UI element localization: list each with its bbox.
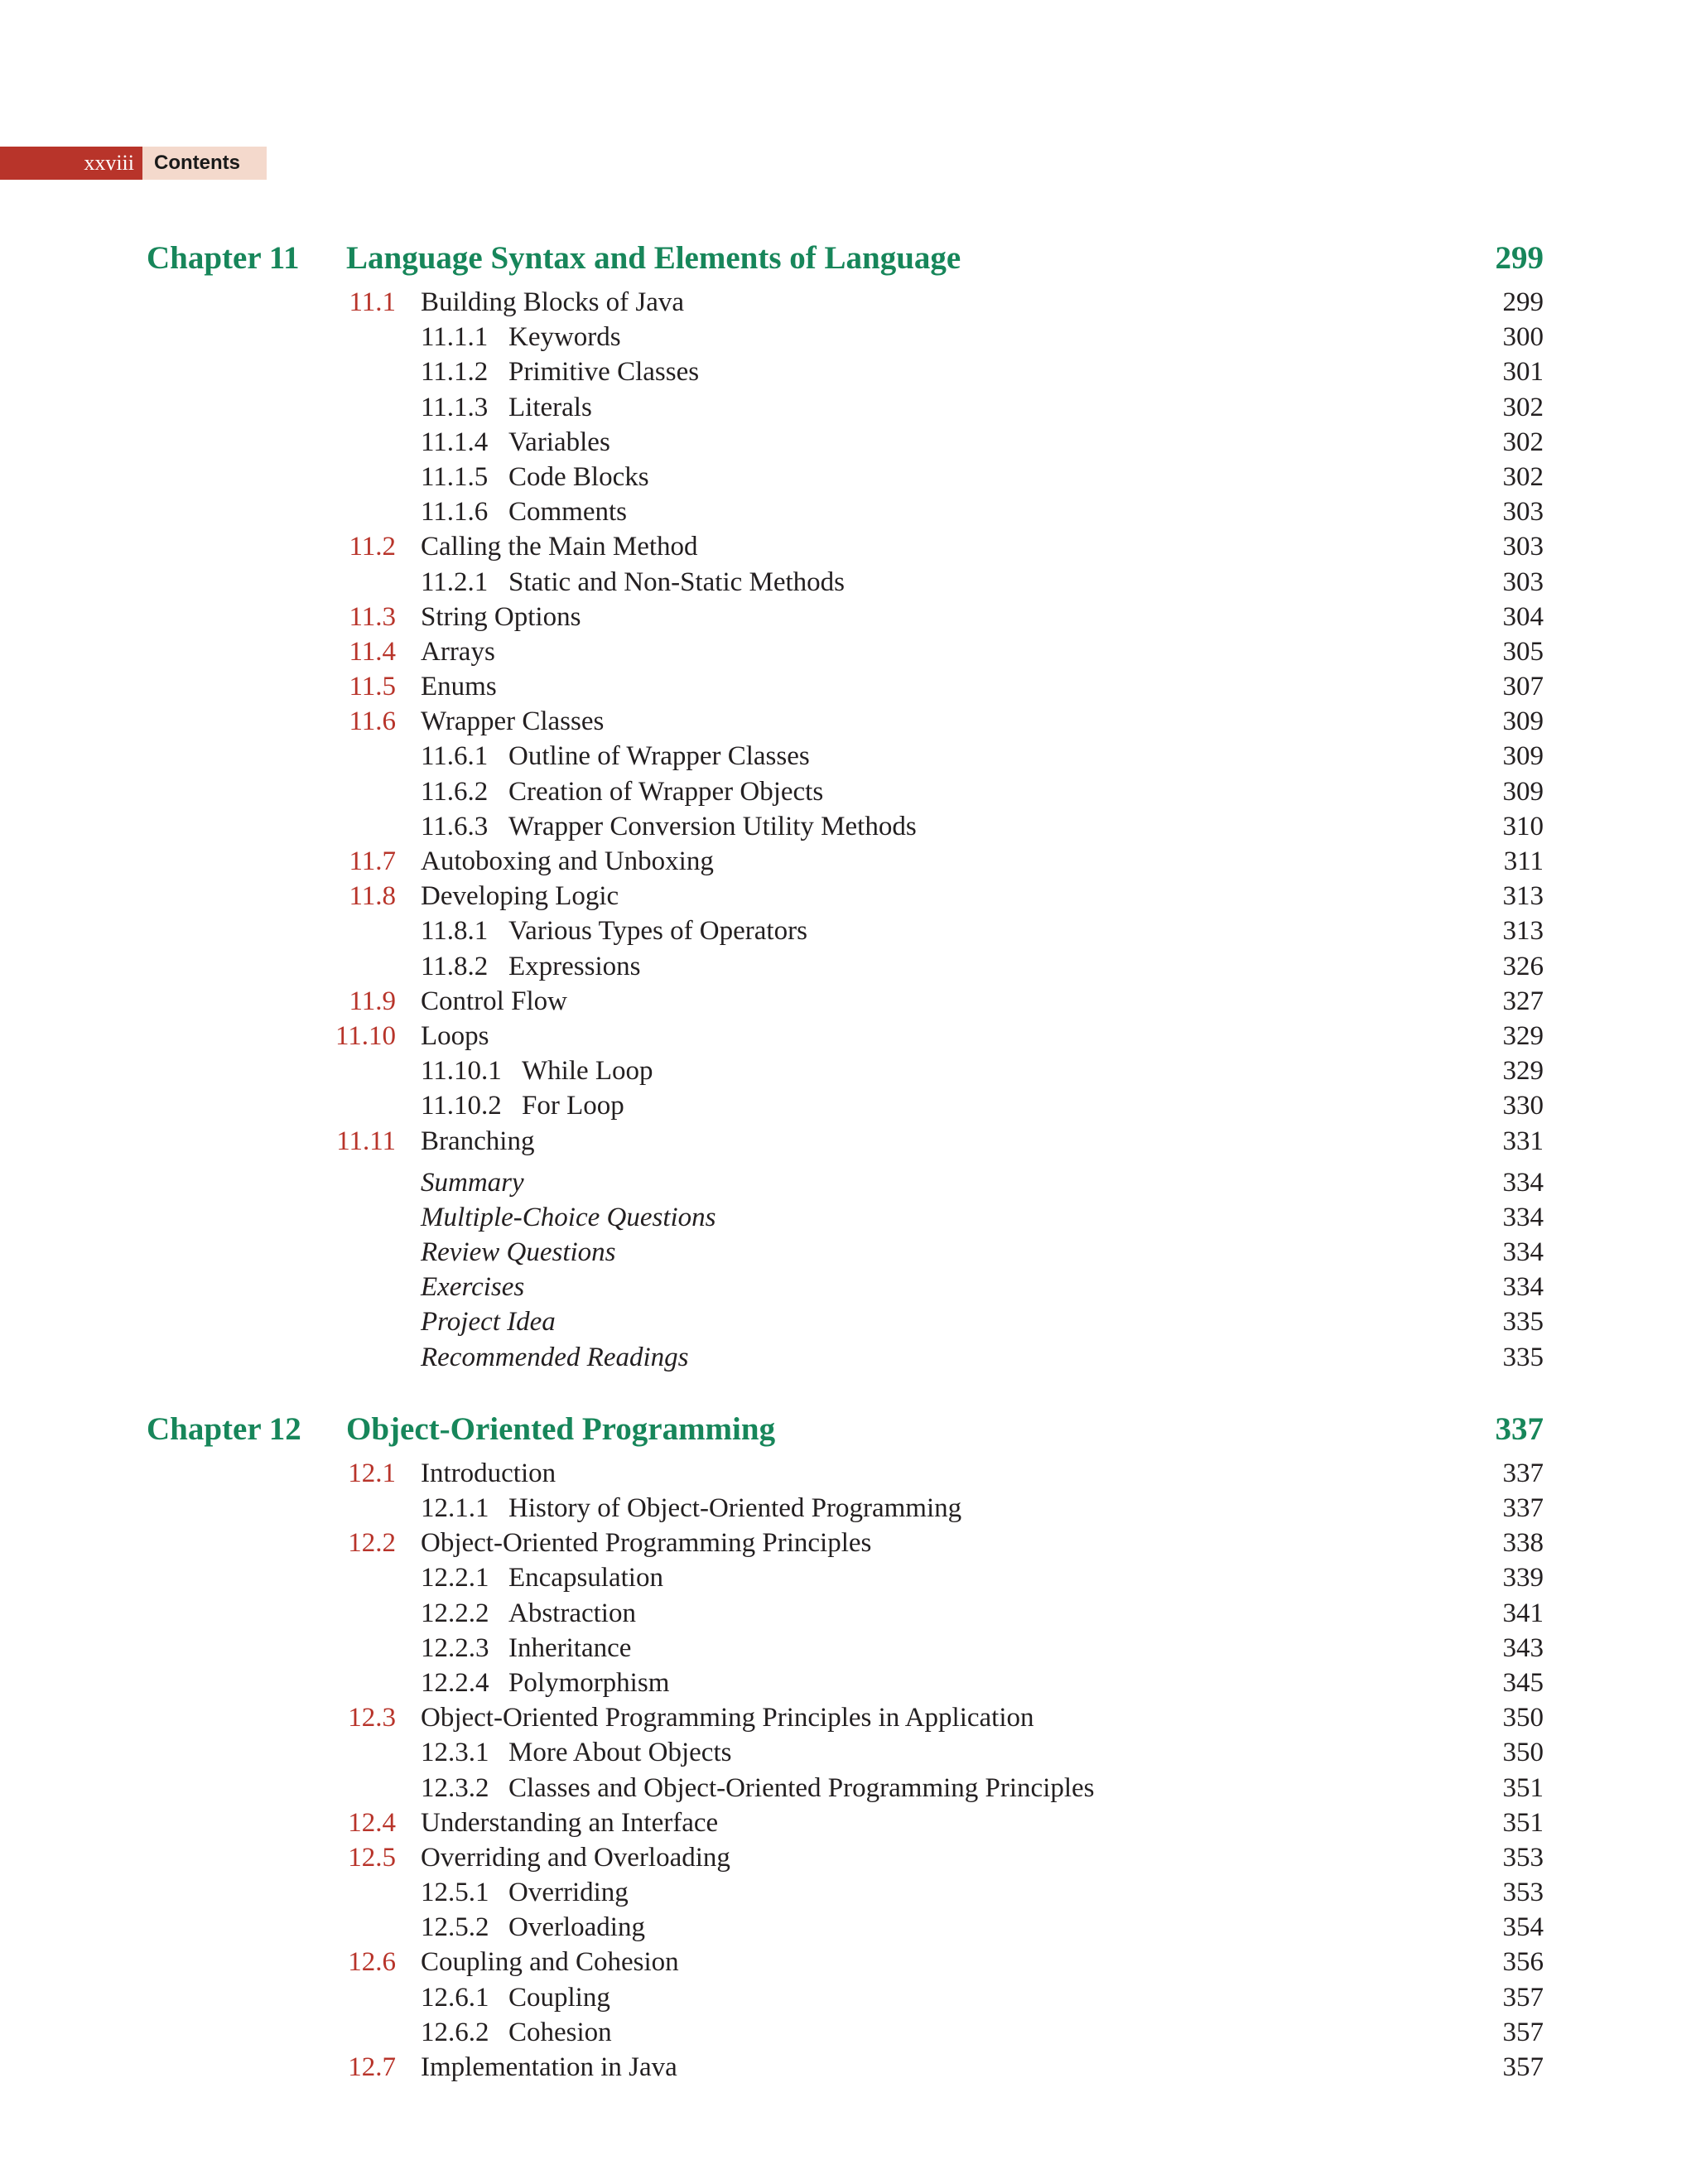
toc-section-entry[interactable] xyxy=(0,1125,1696,1159)
toc-subsection-entry[interactable] xyxy=(0,775,1696,810)
spacer xyxy=(0,1159,1696,1166)
section-title: Object-Oriented Programming Principles xyxy=(421,1528,872,1559)
section-title: Coupling and Cohesion xyxy=(421,1947,679,1978)
subsection-page-number: 301 xyxy=(1502,357,1544,388)
toc-subsection-entry[interactable] xyxy=(0,1561,1696,1596)
subsection-page-number: 313 xyxy=(1502,916,1544,947)
section-title: Control Flow xyxy=(421,986,567,1016)
section-title: Arrays xyxy=(421,636,495,667)
subsection-number: 12.5.1 xyxy=(421,1878,489,1908)
subsection-number: 12.2.3 xyxy=(421,1632,489,1663)
toc-end-matter-entry[interactable] xyxy=(0,1341,1696,1376)
toc-subsection-entry[interactable] xyxy=(0,391,1696,426)
end-matter-title: Recommended Readings xyxy=(421,1342,689,1372)
subsection-title: Coupling xyxy=(508,1982,610,2013)
toc-subsection-entry[interactable] xyxy=(0,426,1696,460)
subsection-page-number: 330 xyxy=(1502,1091,1544,1121)
section-title: Implementation in Java xyxy=(421,2052,677,2082)
section-number: 11.9 xyxy=(349,986,396,1016)
subsection-number: 12.2.4 xyxy=(421,1667,489,1698)
section-page-number: 313 xyxy=(1502,881,1544,912)
chapter-block xyxy=(0,234,1696,1376)
end-matter-title: Exercises xyxy=(421,1272,525,1303)
section-number: 12.6 xyxy=(348,1947,396,1978)
section-title: Understanding an Interface xyxy=(421,1807,719,1838)
toc-subsection-entry[interactable] xyxy=(0,914,1696,949)
toc-section-entry[interactable] xyxy=(0,1806,1696,1841)
toc-subsection-entry[interactable] xyxy=(0,321,1696,355)
toc-end-matter-entry[interactable] xyxy=(0,1201,1696,1236)
section-title: Branching xyxy=(421,1126,535,1156)
end-matter-page-number: 335 xyxy=(1502,1307,1544,1338)
toc-subsection-entry[interactable] xyxy=(0,566,1696,600)
end-matter-title: Review Questions xyxy=(421,1237,616,1268)
toc-section-entry[interactable] xyxy=(0,1841,1696,1876)
subsection-page-number: 329 xyxy=(1502,1056,1544,1087)
subsection-title: Classes and Object-Oriented Programming Principles xyxy=(508,1772,1095,1803)
toc-subsection-entry[interactable] xyxy=(0,2016,1696,2051)
section-page-number: 356 xyxy=(1502,1947,1544,1978)
toc-subsection-entry[interactable] xyxy=(0,1089,1696,1124)
section-title: Wrapper Classes xyxy=(421,706,605,737)
subsection-number: 12.3.2 xyxy=(421,1772,489,1803)
toc-section-entry[interactable] xyxy=(0,705,1696,740)
end-matter-page-number: 335 xyxy=(1502,1342,1544,1372)
subsection-page-number: 357 xyxy=(1502,2017,1544,2047)
subsection-number: 12.5.2 xyxy=(421,1912,489,1943)
section-number: 11.1 xyxy=(349,287,396,317)
subsection-page-number: 302 xyxy=(1502,392,1544,422)
subsection-number: 11.1.3 xyxy=(421,392,489,422)
toc-subsection-entry[interactable] xyxy=(0,1981,1696,2016)
toc-section-entry[interactable] xyxy=(0,635,1696,670)
subsection-page-number: 310 xyxy=(1502,811,1544,841)
toc-section-entry[interactable] xyxy=(0,670,1696,705)
toc-section-entry[interactable] xyxy=(0,1945,1696,1980)
toc-section-entry[interactable] xyxy=(0,880,1696,914)
subsection-title: Comments xyxy=(508,497,628,528)
toc-section-entry[interactable] xyxy=(0,1457,1696,1492)
subsection-number: 12.2.2 xyxy=(421,1598,489,1628)
section-page-number: 327 xyxy=(1502,986,1544,1016)
end-matter-page-number: 334 xyxy=(1502,1167,1544,1198)
toc-end-matter-entry[interactable] xyxy=(0,1236,1696,1270)
section-page-number: 331 xyxy=(1502,1126,1544,1156)
section-number: 11.7 xyxy=(349,846,396,876)
subsection-title: Various Types of Operators xyxy=(508,916,807,947)
running-header xyxy=(0,147,267,180)
subsection-number: 11.10.2 xyxy=(421,1091,502,1121)
subsection-number: 11.6.1 xyxy=(421,741,489,772)
section-title: Calling the Main Method xyxy=(421,532,698,562)
chapter-page-number: 299 xyxy=(1495,240,1544,276)
subsection-title: Expressions xyxy=(508,951,641,981)
subsection-title: Static and Non-Static Methods xyxy=(508,566,846,597)
subsection-title: Encapsulation xyxy=(508,1563,663,1593)
toc-section-entry[interactable] xyxy=(0,600,1696,635)
section-page-number: 353 xyxy=(1502,1842,1544,1873)
section-number: 11.11 xyxy=(336,1126,396,1156)
toc-subsection-entry[interactable] xyxy=(0,740,1696,774)
subsection-title: Literals xyxy=(508,392,592,422)
section-page-number: 304 xyxy=(1502,601,1544,632)
section-title: Developing Logic xyxy=(421,881,619,912)
toc-subsection-entry[interactable] xyxy=(0,1054,1696,1089)
toc-section-entry[interactable] xyxy=(0,985,1696,1020)
toc-subsection-entry[interactable] xyxy=(0,460,1696,495)
section-number: 11.8 xyxy=(349,881,396,912)
chapter-title: Object-Oriented Programming xyxy=(346,1410,776,1447)
section-page-number: 351 xyxy=(1502,1807,1544,1838)
toc-end-matter-entry[interactable] xyxy=(0,1166,1696,1201)
section-page-number: 357 xyxy=(1502,2052,1544,2082)
subsection-number: 11.1.2 xyxy=(421,357,489,388)
end-matter-title: Summary xyxy=(421,1167,524,1198)
section-page-number: 311 xyxy=(1503,846,1544,876)
subsection-title: Code Blocks xyxy=(508,461,649,492)
subsection-title: Polymorphism xyxy=(508,1667,670,1698)
end-matter-title: Project Idea xyxy=(421,1307,556,1338)
chapter-title: Language Syntax and Elements of Language xyxy=(346,240,961,276)
subsection-page-number: 303 xyxy=(1502,566,1544,597)
subsection-title: For Loop xyxy=(522,1091,624,1121)
section-page-number: 337 xyxy=(1502,1458,1544,1488)
subsection-page-number: 303 xyxy=(1502,497,1544,528)
subsection-number: 11.1.6 xyxy=(421,497,489,528)
subsection-page-number: 350 xyxy=(1502,1738,1544,1768)
subsection-page-number: 357 xyxy=(1502,1982,1544,2013)
subsection-number: 11.6.3 xyxy=(421,811,489,841)
subsection-title: Overloading xyxy=(508,1912,645,1943)
section-page-number: 299 xyxy=(1502,287,1544,317)
subsection-number: 11.10.1 xyxy=(421,1056,502,1087)
subsection-page-number: 337 xyxy=(1502,1493,1544,1523)
running-header-label: Contents xyxy=(142,147,267,180)
subsection-title: More About Objects xyxy=(508,1738,732,1768)
subsection-page-number: 300 xyxy=(1502,322,1544,353)
toc-subsection-entry[interactable] xyxy=(0,810,1696,845)
subsection-page-number: 351 xyxy=(1502,1772,1544,1803)
section-page-number: 307 xyxy=(1502,672,1544,702)
subsection-page-number: 354 xyxy=(1502,1912,1544,1943)
toc-section-entry[interactable] xyxy=(0,1020,1696,1054)
toc-section-entry[interactable] xyxy=(0,1701,1696,1736)
section-page-number: 305 xyxy=(1502,636,1544,667)
toc-section-entry[interactable] xyxy=(0,2051,1696,2085)
subsection-number: 12.6.1 xyxy=(421,1982,489,2013)
subsection-page-number: 309 xyxy=(1502,776,1544,807)
chapter-heading[interactable] xyxy=(0,1405,1696,1457)
subsection-number: 11.1.4 xyxy=(421,427,489,457)
subsection-title: Keywords xyxy=(508,322,621,353)
section-number: 11.3 xyxy=(349,601,396,632)
subsection-title: Cohesion xyxy=(508,2017,612,2047)
section-page-number: 303 xyxy=(1502,532,1544,562)
toc-section-entry[interactable] xyxy=(0,286,1696,321)
subsection-page-number: 326 xyxy=(1502,951,1544,981)
section-page-number: 309 xyxy=(1502,706,1544,737)
subsection-page-number: 339 xyxy=(1502,1563,1544,1593)
end-matter-page-number: 334 xyxy=(1502,1237,1544,1268)
subsection-page-number: 309 xyxy=(1502,741,1544,772)
subsection-title: Abstraction xyxy=(508,1598,636,1628)
section-title: Enums xyxy=(421,672,497,702)
section-page-number: 338 xyxy=(1502,1528,1544,1559)
subsection-title: Overriding xyxy=(508,1878,629,1908)
subsection-page-number: 343 xyxy=(1502,1632,1544,1663)
toc-section-entry[interactable] xyxy=(0,845,1696,880)
subsection-number: 11.1.1 xyxy=(421,322,489,353)
toc-subsection-entry[interactable] xyxy=(0,1876,1696,1911)
subsection-number: 11.2.1 xyxy=(421,566,489,597)
subsection-title: History of Object-Oriented Programming xyxy=(508,1493,962,1523)
toc-subsection-entry[interactable] xyxy=(0,950,1696,985)
subsection-number: 12.2.1 xyxy=(421,1563,489,1593)
subsection-title: Variables xyxy=(508,427,610,457)
section-page-number: 350 xyxy=(1502,1703,1544,1733)
end-matter-page-number: 334 xyxy=(1502,1202,1544,1232)
subsection-number: 11.8.1 xyxy=(421,916,489,947)
subsection-number: 12.1.1 xyxy=(421,1493,489,1523)
subsection-page-number: 345 xyxy=(1502,1667,1544,1698)
toc-subsection-entry[interactable] xyxy=(0,1597,1696,1632)
toc-end-matter-entry[interactable] xyxy=(0,1270,1696,1305)
section-number: 12.4 xyxy=(348,1807,396,1838)
section-title: Overriding and Overloading xyxy=(421,1842,730,1873)
chapter-heading[interactable] xyxy=(0,234,1696,286)
section-title: Loops xyxy=(421,1020,489,1051)
end-matter-page-number: 334 xyxy=(1502,1272,1544,1303)
subsection-page-number: 341 xyxy=(1502,1598,1544,1628)
chapter-label: Chapter 12 xyxy=(147,1410,301,1447)
subsection-number: 12.3.1 xyxy=(421,1738,489,1768)
chapter-block xyxy=(0,1405,1696,2085)
toc-section-entry[interactable] xyxy=(0,1526,1696,1561)
section-number: 12.1 xyxy=(348,1458,396,1488)
toc-subsection-entry[interactable] xyxy=(0,355,1696,390)
subsection-page-number: 302 xyxy=(1502,427,1544,457)
subsection-number: 12.6.2 xyxy=(421,2017,489,2047)
subsection-title: While Loop xyxy=(522,1056,653,1087)
end-matter-title: Multiple-Choice Questions xyxy=(421,1202,716,1232)
subsection-title: Outline of Wrapper Classes xyxy=(508,741,810,772)
page-number-tab: xxviii xyxy=(0,147,142,180)
subsection-number: 11.8.2 xyxy=(421,951,489,981)
subsection-title: Wrapper Conversion Utility Methods xyxy=(508,811,917,841)
section-page-number: 329 xyxy=(1502,1020,1544,1051)
subsection-page-number: 353 xyxy=(1502,1878,1544,1908)
section-number: 11.5 xyxy=(349,672,396,702)
section-number: 12.5 xyxy=(348,1842,396,1873)
subsection-number: 11.1.5 xyxy=(421,461,489,492)
chapter-label: Chapter 11 xyxy=(147,240,300,276)
section-number: 12.2 xyxy=(348,1528,396,1559)
section-number: 11.6 xyxy=(349,706,396,737)
toc-subsection-entry[interactable] xyxy=(0,1492,1696,1526)
toc-subsection-entry[interactable] xyxy=(0,1666,1696,1701)
section-title: Building Blocks of Java xyxy=(421,287,685,317)
toc-section-entry[interactable] xyxy=(0,530,1696,565)
subsection-page-number: 302 xyxy=(1502,461,1544,492)
toc-subsection-entry[interactable] xyxy=(0,1736,1696,1771)
section-number: 11.10 xyxy=(335,1020,396,1051)
section-number: 11.4 xyxy=(349,636,396,667)
section-number: 12.3 xyxy=(348,1703,396,1733)
toc-subsection-entry[interactable] xyxy=(0,1911,1696,1945)
table-of-contents xyxy=(0,234,1696,2085)
section-number: 12.7 xyxy=(348,2052,396,2082)
section-title: Introduction xyxy=(421,1458,556,1488)
subsection-title: Creation of Wrapper Objects xyxy=(508,776,824,807)
section-title: Object-Oriented Programming Principles in Application xyxy=(421,1703,1034,1733)
subsection-number: 11.6.2 xyxy=(421,776,489,807)
subsection-title: Primitive Classes xyxy=(508,357,700,388)
chapter-page-number: 337 xyxy=(1495,1410,1544,1447)
section-number: 11.2 xyxy=(349,532,396,562)
section-title: String Options xyxy=(421,601,581,632)
toc-subsection-entry[interactable] xyxy=(0,495,1696,530)
toc-subsection-entry[interactable] xyxy=(0,1632,1696,1666)
subsection-title: Inheritance xyxy=(508,1632,632,1663)
toc-subsection-entry[interactable] xyxy=(0,1772,1696,1806)
toc-end-matter-entry[interactable] xyxy=(0,1305,1696,1340)
section-title: Autoboxing and Unboxing xyxy=(421,846,714,876)
